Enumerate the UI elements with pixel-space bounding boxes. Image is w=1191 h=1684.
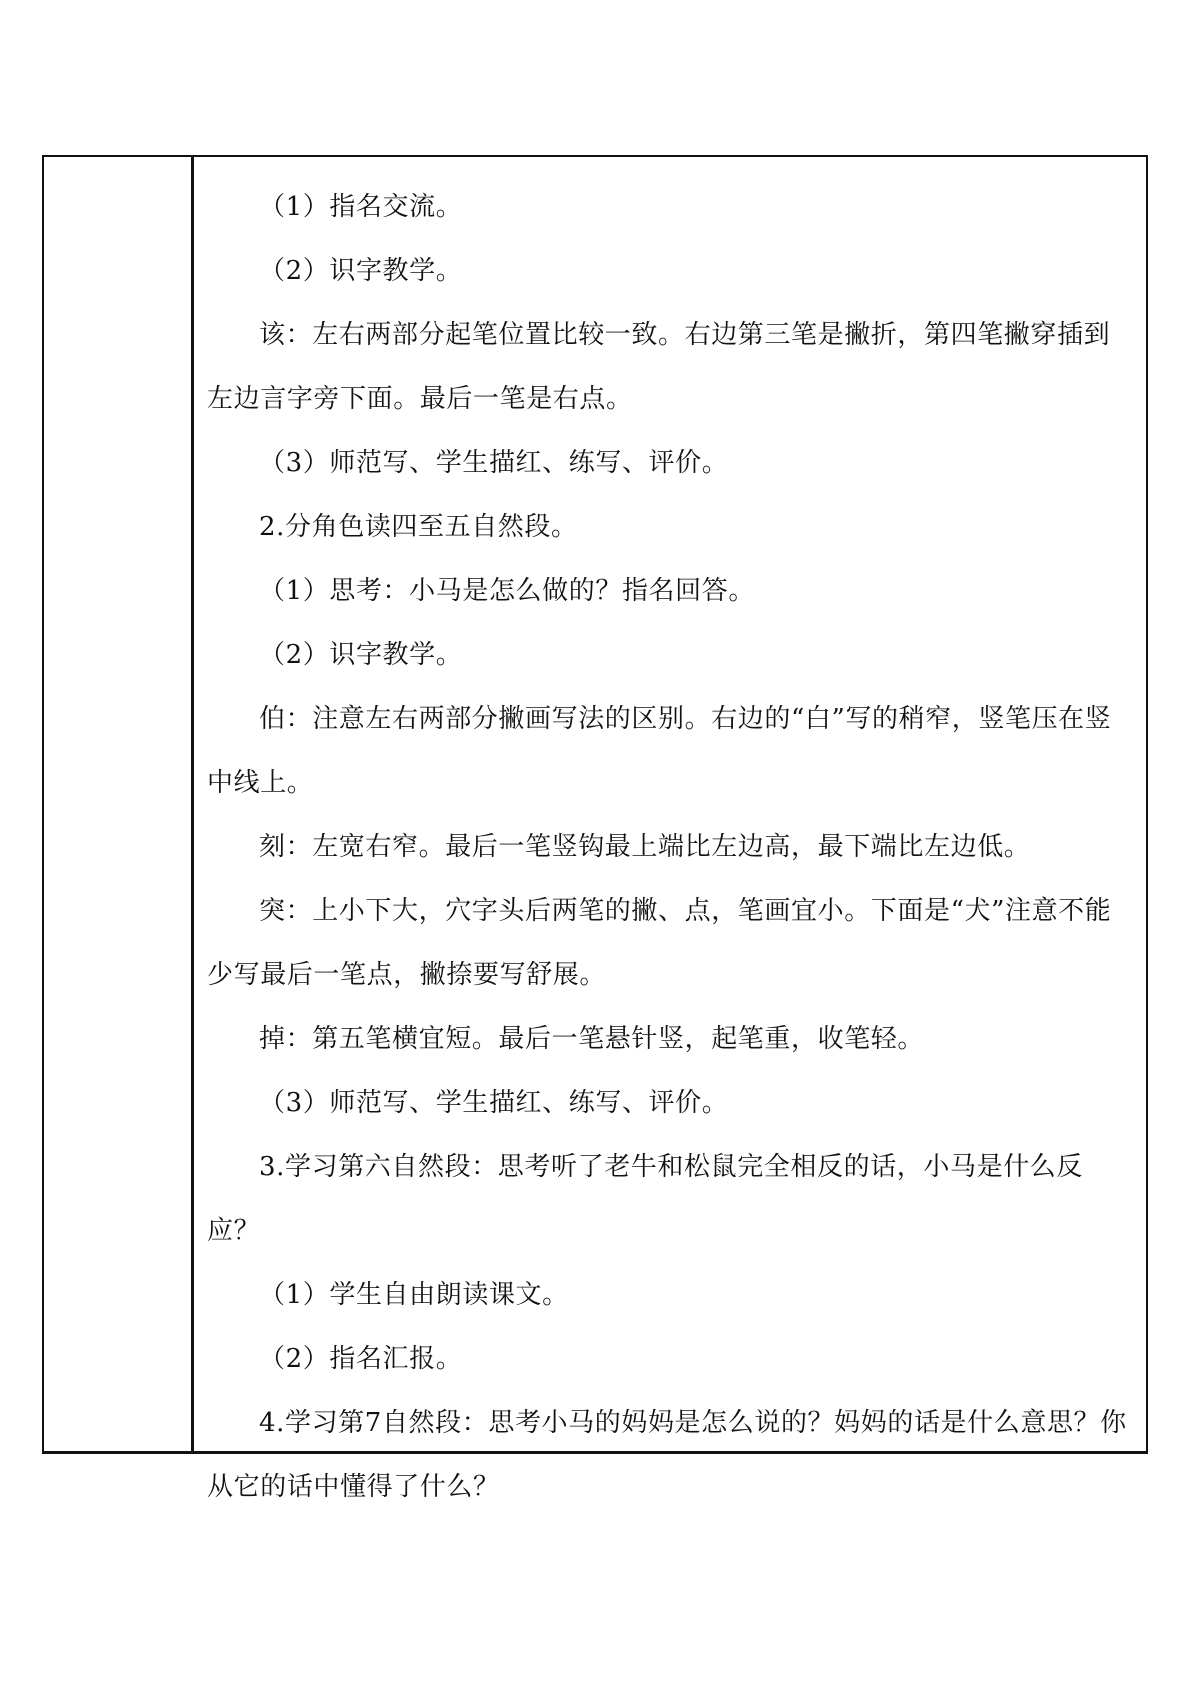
- paragraph: （1）学生自由朗读课文。: [259, 1280, 569, 1310]
- paragraph: 掉：第五笔横宜短。最后一笔悬针竖，起笔重，收笔轻。: [259, 1024, 925, 1054]
- paragraph: （1）思考：小马是怎么做的？指名回答。: [259, 576, 755, 606]
- paragraph: （2）识字教学。: [259, 256, 463, 286]
- paragraph: （3）师范写、学生描红、练写、评价。: [259, 448, 729, 478]
- paragraph: （1）指名交流。: [259, 192, 463, 222]
- lesson-table: [42, 155, 1148, 1502]
- paragraph: （3）师范写、学生描红、练写、评价。: [259, 1088, 729, 1118]
- paragraph: （2）指名汇报。: [259, 1344, 463, 1374]
- paragraph: 4.学习第7自然段：思考小马的妈妈是怎么说的？妈妈的话是什么意思？你从它的话中懂得了什么？: [207, 1408, 1127, 1502]
- paragraph: 3.学习第六自然段：思考听了老牛和松鼠完全相反的话，小马是什么反应？: [207, 1152, 1084, 1246]
- paragraph: 突：上小下大，穴字头后两笔的撇、点，笔画宜小。下面是“犬”注意不能少写最后一笔点，撇捺要写舒展。: [207, 896, 1112, 990]
- table-left-cell: [44, 157, 194, 1451]
- paragraph: 伯：注意左右两部分撇画写法的区别。右边的“白”写的稍窄，竖笔压在竖中线上。: [207, 704, 1112, 798]
- paragraph: 2.分角色读四至五自然段。: [259, 512, 578, 542]
- paragraph: 该：左右两部分起笔位置比较一致。右边第三笔是撇折，第四笔撇穿插到左边言字旁下面。最后一笔是右点。: [207, 320, 1111, 414]
- table-content-cell: [194, 157, 1146, 1502]
- paragraph: （2）识字教学。: [259, 640, 463, 670]
- paragraph: 刻：左宽右窄。最后一笔竖钩最上端比左边高，最下端比左边低。: [259, 832, 1031, 862]
